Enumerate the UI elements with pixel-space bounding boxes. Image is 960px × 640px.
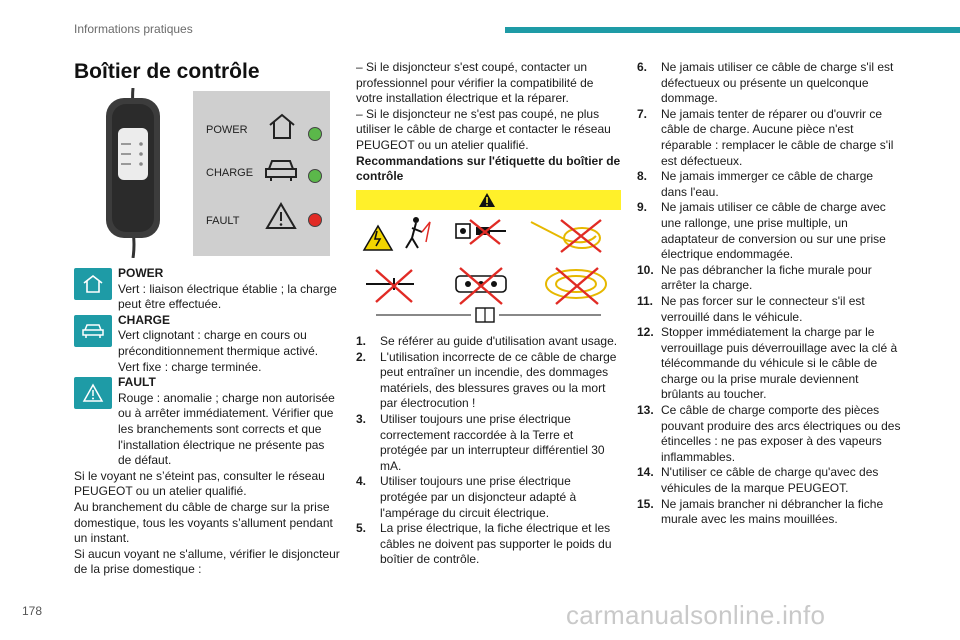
fault-led	[308, 213, 322, 227]
car-icon	[74, 315, 112, 347]
paragraph: Au branchement du câble de charge sur la prise domestique, tous les voyants s’allument pendant un instant.	[74, 499, 333, 546]
warning-banner	[356, 190, 621, 210]
list-item: 13. Ce câble de charge comporte des pièces pouvant produire des arcs électriques ou des étincelles : ne pas exposer à des vapeurs inflammables.	[637, 403, 901, 464]
numbered-list-b	[637, 60, 902, 528]
list-item: 14. N'utiliser ce câble de charge qu'avec des véhicules de la marque PEUGEOT.	[637, 465, 879, 496]
indicator-charge	[74, 313, 340, 375]
list-item: 12. Stopper immédiatement la charge par le verrouillage puis déverrouillage avec la clé à télécommande du véhicule si le câble de charge ou la prise murale deviennent brûlants au toucher.	[637, 325, 898, 402]
indicator-desc-2: Vert fixe : charge terminée.	[118, 359, 262, 374]
list-item: 15. Ne jamais brancher ni débrancher la fiche murale avec les mains mouillées.	[637, 496, 884, 527]
indicator-name: FAULT	[118, 375, 156, 390]
list-item: 11. Ne pas forcer sur le connecteur s'il est verrouillé dans le véhicule.	[637, 293, 865, 324]
header-accent-bar	[505, 27, 960, 33]
watermark: carmanualsonline.info	[566, 600, 826, 630]
dash-item: – Si le disjoncteur s'est coupé, contacter un professionnel pour vérifier la compatibilité de votre installation électrique et la réparer.	[356, 60, 594, 106]
indicator-name: CHARGE	[118, 312, 171, 327]
indicator-power	[74, 266, 340, 313]
paragraph: Si le voyant ne s’éteint pas, consulter le réseau PEUGEOT ou un atelier qualifié.	[74, 468, 325, 499]
home-icon	[74, 268, 112, 300]
pictogram-grid	[356, 212, 621, 324]
paragraph: Si aucun voyant ne s'allume, vérifier le disjoncteur de la prise domestique :	[74, 546, 340, 577]
panel-label-power: POWER	[206, 124, 248, 136]
indicator-fault	[74, 375, 340, 469]
warning-icon	[478, 192, 496, 208]
car-icon	[263, 157, 299, 183]
panel-label-fault: FAULT	[206, 215, 240, 227]
column-1	[74, 266, 340, 578]
section-header: Informations pratiques	[74, 22, 193, 36]
list-item: 7. Ne jamais tenter de réparer ou d'ouvrir ce câble de charge. Aucune pièce n'est réparable : remplacer le câble de charge s'il est défectueux.	[637, 106, 894, 168]
power-led	[308, 127, 322, 141]
warning-icon	[265, 201, 297, 231]
label-heading: Recommandations sur l'étiquette du boîtier de contrôle	[356, 153, 621, 184]
indicator-desc: Vert clignotant : charge en cours ou préconditionnement thermique activé.	[118, 328, 319, 358]
home-icon	[267, 111, 297, 141]
list-item: 6. Ne jamais utiliser ce câble de charge s'il est défectueux ou présente un quelconque dommage.	[637, 60, 894, 106]
page-number: 178	[22, 604, 43, 618]
list-item: 9. Ne jamais utiliser ce câble de charge avec une rallonge, une prise multiple, un adaptateur de conversion ou sur une prise électrique endommagée.	[637, 200, 886, 262]
control-box-image	[92, 88, 174, 258]
charge-led	[308, 169, 322, 183]
control-box-drawing	[92, 88, 174, 258]
page-title: Boîtier de contrôle	[74, 60, 260, 83]
label-pictograms	[356, 190, 621, 324]
column-2	[356, 60, 621, 185]
panel-label-charge: CHARGE	[206, 167, 254, 179]
list-item: 4. Utiliser toujours une prise électrique protégée par un disjoncteur adapté à l'ampérage du circuit électrique.	[356, 474, 577, 520]
dash-item: – Si le disjoncteur ne s'est pas coupé, ne plus utiliser le câble de charge et contacter le réseau PEUGEOT ou un atelier qualifié.	[356, 106, 611, 152]
list-item: 10. Ne pas débrancher la fiche murale pour arrêter la charge.	[637, 262, 872, 293]
indicator-desc: Vert : liaison électrique établie ; la charge peut être effectuée.	[118, 281, 337, 312]
indicator-panel	[193, 91, 330, 256]
indicator-name: POWER	[118, 266, 164, 280]
list-item: 8. Ne jamais immerger ce câble de charge dans l'eau.	[637, 169, 874, 199]
list-item: 5. La prise électrique, la fiche électrique et les câbles ne doivent pas supporter le poids du boîtier de contrôle.	[356, 521, 612, 567]
indicator-desc: Rouge : anomalie ; charge non autorisée ou à arrêter immédiatement. Vérifier que les branchements sont corrects et que l'installation électrique ne présente pas de défaut.	[118, 390, 335, 468]
warning-icon	[74, 377, 112, 409]
list-item: 3. Utiliser toujours une prise électrique correctement raccordée à la Terre et protégée par un interrupteur différentiel 30 mA.	[356, 411, 605, 473]
numbered-list-a	[356, 334, 621, 568]
list-item: 2. L'utilisation incorrecte de ce câble de charge peut entraîner un incendie, des dommages matériels, des blessures graves ou la mort par électrocution !	[356, 349, 617, 411]
list-item: 1. Se référer au guide d'utilisation avant usage.	[356, 334, 618, 348]
